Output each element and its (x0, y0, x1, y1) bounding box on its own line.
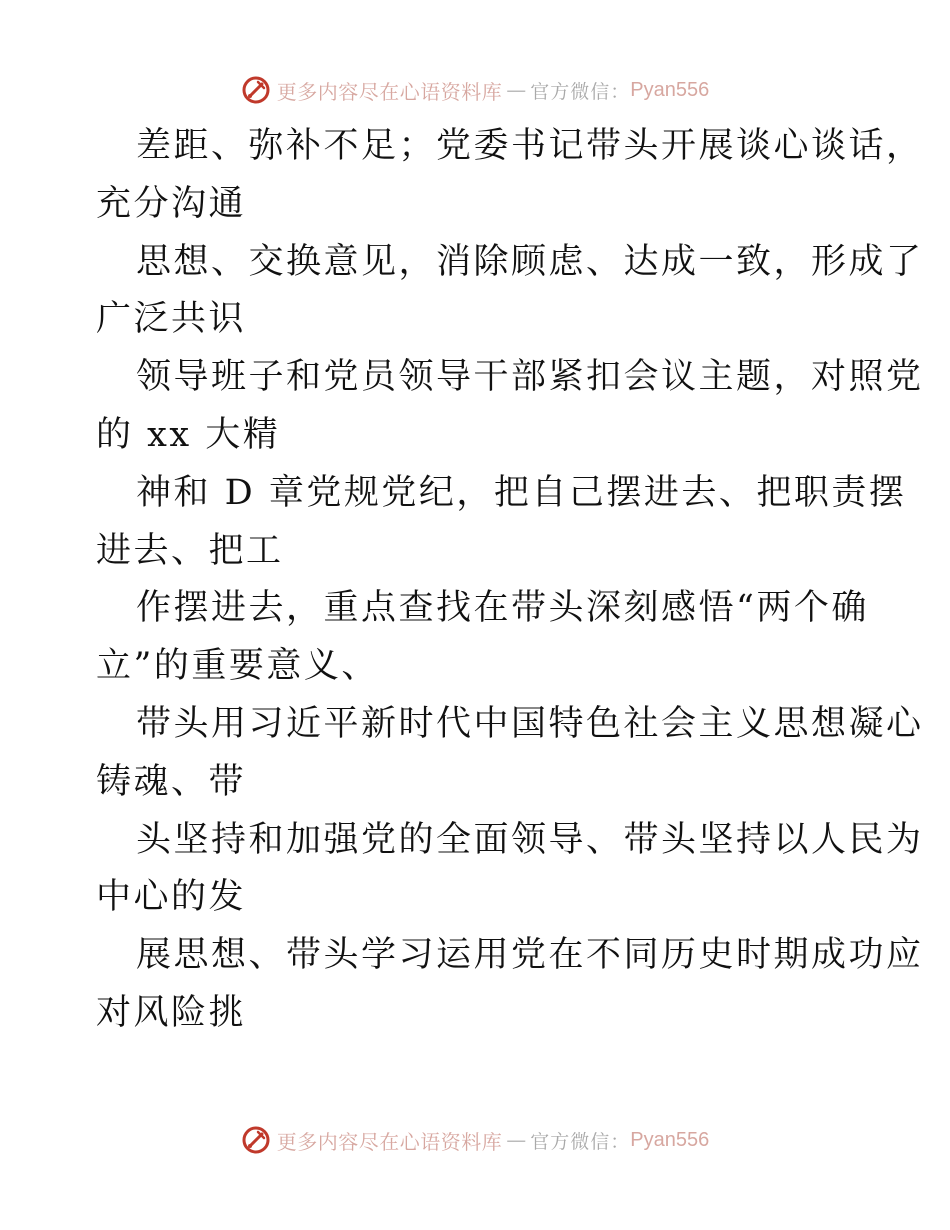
body-line: 差距、弥补不足；党委书记带头开展谈心谈话， (136, 126, 924, 166)
watermark-dash: — (506, 1128, 527, 1152)
logo-icon (241, 75, 271, 105)
body-line: 充分沟通 (96, 183, 247, 224)
body-line: 立”的重要意义、 (96, 646, 379, 687)
body-line: 头坚持和加强党的全面领导、带头坚持以人民为 (136, 819, 924, 860)
body-line: 作摆进去，重点查找在带头深刻感悟“两个确 (136, 588, 869, 629)
body-line: 对风险挑 (96, 992, 247, 1033)
watermark-label: 官方微信： (530, 80, 631, 103)
body-line: 思想、交换意见，消除顾虑、达成一致，形成了 (136, 241, 924, 282)
document-body (96, 118, 924, 1043)
watermark-account: Pyan556 (630, 78, 710, 101)
watermark-brand: 更多内容尽在心语资料库 (276, 1129, 503, 1154)
watermark-label: 官方微信： (530, 1130, 631, 1153)
body-line: 的 xx 大精 (96, 414, 281, 455)
watermark-brand: 更多内容尽在心语资料库 (276, 79, 503, 104)
watermark-dash: — (506, 78, 527, 102)
body-line: 神和 D 章党规党纪，把自己摆进去、把职责摆 (136, 472, 907, 513)
body-line: 展思想、带头学习运用党在不同历史时期成功应 (136, 935, 924, 976)
body-line: 带头用习近平新时代中国特色社会主义思想凝心 (136, 703, 924, 744)
logo-icon (241, 1125, 271, 1155)
watermark-account: Pyan556 (630, 1128, 710, 1151)
body-line: 领导班子和党员领导干部紧扣会议主题，对照党 (136, 357, 924, 398)
body-line: 中心的发 (96, 877, 247, 918)
body-line: 进去、把工 (96, 530, 284, 571)
header-watermark (0, 70, 950, 110)
body-line: 铸魂、带 (96, 761, 247, 802)
footer-watermark (0, 1120, 950, 1160)
body-line: 广泛共识 (96, 299, 247, 340)
